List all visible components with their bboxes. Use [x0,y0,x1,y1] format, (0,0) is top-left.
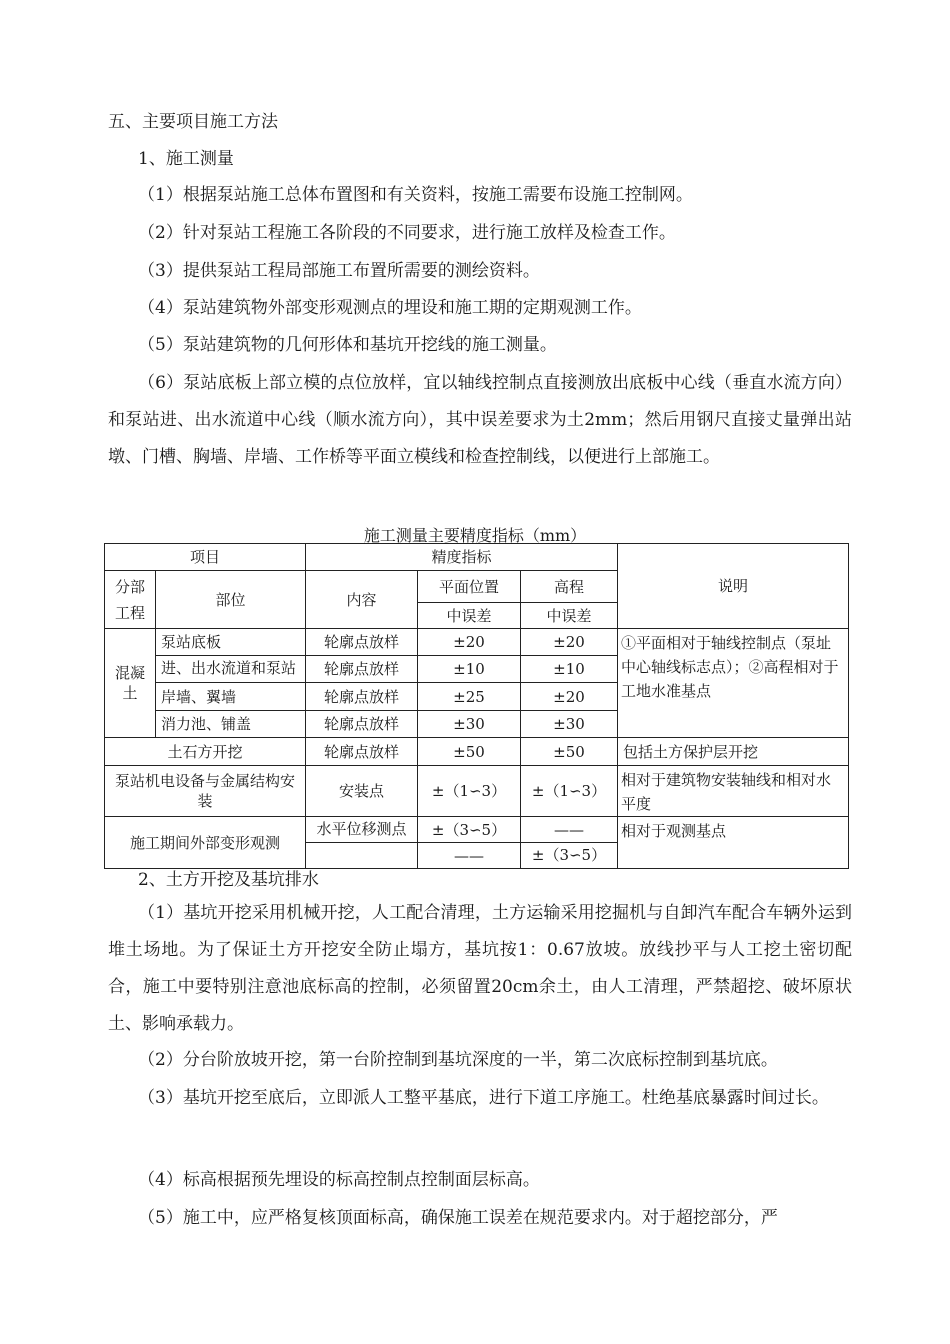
cell-content: 轮廓点放样 [306,738,418,766]
cell-part: 岸墙、翼墙 [156,683,306,711]
table-caption: 施工测量主要精度指标（mm） [363,526,587,545]
cell-height: ±20 [521,683,618,711]
cell-plane: ±（1∽3） [418,766,521,817]
cell-content [306,843,418,869]
list-item: （2）针对泵站工程施工各阶段的不同要求，进行施工放样及检查工作。 [138,223,676,243]
cell-part: 泵站底板 [156,629,306,656]
list-item: （5）泵站建筑物的几何形体和基坑开挖线的施工测量。 [138,335,557,355]
header-item: 项目 [105,544,306,571]
list-item: （3）提供泵站工程局部施工布置所需要的测绘资料。 [138,261,540,281]
header-part: 部位 [156,571,306,629]
header-precision: 精度指标 [306,544,618,571]
header-plane-err: 中误差 [418,603,521,629]
cell-height: ±10 [521,656,618,683]
header-content: 内容 [306,571,418,629]
cell-height: ±（3∽5） [521,843,618,869]
cell-plane: ±10 [418,656,521,683]
cell-label: 土石方开挖 [105,738,306,766]
cell-content: 轮廓点放样 [306,629,418,656]
cell-label: 施工期间外部变形观测 [105,817,306,869]
cell-plane: ±30 [418,711,521,738]
paragraph: （4）标高根据预先埋设的标高控制点控制面层标高。 [138,1170,540,1190]
cell-height: —— [521,817,618,843]
paragraph: （6）泵站底板上部立模的点位放样，宜以轴线控制点直接测放出底板中心线（垂直水流方向）和泵站进、出水流道中心线（顺水流方向），其中误差要求为土2mm；然后用钢尺直接丈量弹出站墩、门槽、胸墙、岸墙、工作桥等平面立模线和检查控制线，以便进行上部施工。 [108,373,852,467]
precision-table [104,543,849,869]
cell-plane: ±25 [418,683,521,711]
list-item: （1）根据泵站施工总体布置图和有关资料，按施工需要布设施工控制网。 [138,185,693,205]
cell-height: ±30 [521,711,618,738]
cell-label: 泵站机电设备与金属结构安装 [105,766,306,817]
paragraph: （5）施工中，应严格复核顶面标高，确保施工误差在规范要求内。对于超挖部分，严 [138,1208,778,1228]
header-height-err: 中误差 [521,603,618,629]
cell-height: ±50 [521,738,618,766]
cell-notes: 包括土方保护层开挖 [618,738,849,766]
cell-part: 进、出水流道和泵站 [156,656,306,683]
cell-plane: ±20 [418,629,521,656]
cell-content: 轮廓点放样 [306,683,418,711]
cell-notes: 相对于观测基点 [618,817,849,869]
cell-content: 水平位移测点 [306,817,418,843]
cell-content: 轮廓点放样 [306,711,418,738]
paragraph: （2）分台阶放坡开挖，第一台阶控制到基坑深度的一半，第二次底标控制到基坑底。 [138,1050,778,1070]
cell-height: ±20 [521,629,618,656]
paragraph: （1）基坑开挖采用机械开挖，人工配合清理，土方运输采用挖掘机与自卸汽车配合车辆外运到堆土场地。为了保证土方开挖安全防止塌方，基坑按1：0.67放坡。放线抄平与人工挖土密切配合，施工中要特别注意池底标高的控制，必须留置20cm余土，由人工清理，严禁超挖、破坏原状土、影响承载力。 [108,903,852,1034]
cell-height: ±（1∽3） [521,766,618,817]
row-group-concrete: 混凝 土 [105,629,156,738]
header-notes: 说明 [618,544,849,629]
list-item: （4）泵站建筑物外部变形观测点的埋设和施工期的定期观测工作。 [138,298,642,318]
cell-notes: 相对于建筑物安装轴线和相对水平度 [618,766,849,817]
cell-content: 安装点 [306,766,418,817]
cell-notes: ①平面相对于轴线控制点（泵址中心轴线标志点）；②高程相对于工地水准基点 [618,629,849,738]
header-height: 高程 [521,571,618,603]
cell-plane: —— [418,843,521,869]
section-title: 五、主要项目施工方法 [108,112,278,132]
cell-plane: ±（3∽5） [418,817,521,843]
cell-part: 消力池、铺盖 [156,711,306,738]
header-plane: 平面位置 [418,571,521,603]
cell-plane: ±50 [418,738,521,766]
paragraph: （3）基坑开挖至底后，立即派人工整平基底，进行下道工序施工。杜绝基底暴露时间过长。 [138,1088,829,1108]
header-dept: 分部 工程 [105,571,156,629]
subsection-title: 2、土方开挖及基坑排水 [138,870,319,890]
subsection-title: 1、施工测量 [138,149,234,169]
cell-content: 轮廓点放样 [306,656,418,683]
